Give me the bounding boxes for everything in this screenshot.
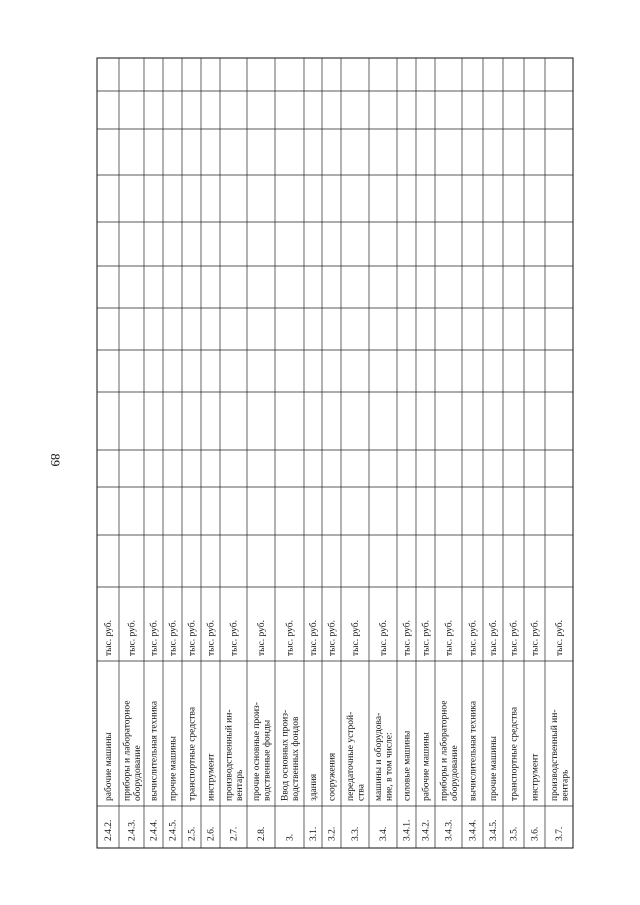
row-unit: тыс. руб. <box>489 620 500 656</box>
row-unit: тыс. руб. <box>379 620 390 656</box>
row-name: вычислительная техника <box>468 700 479 801</box>
table-frame <box>97 58 573 848</box>
row-name: вентарь <box>560 769 571 801</box>
row-number: 3.4.3. <box>444 819 455 841</box>
row-unit: тыс. руб. <box>168 620 179 656</box>
row-name: рабочие машины <box>421 732 432 801</box>
row-number: 2.7. <box>229 826 240 841</box>
row-number: 2.4.2. <box>104 819 115 841</box>
row-name: прочие машины <box>168 736 179 801</box>
row-unit: тыс. руб. <box>309 620 320 656</box>
row-number: 3.4.4. <box>468 819 479 841</box>
row-name: машины и оборудова- <box>373 712 384 801</box>
row-name: вычислительная техника <box>149 700 160 801</box>
row-name: оборудование <box>132 745 143 801</box>
row-unit: тыс. руб. <box>530 620 541 656</box>
row-unit: тыс. руб. <box>187 620 198 656</box>
row-unit: тыс. руб. <box>149 620 160 656</box>
row-unit: тыс. руб. <box>509 620 520 656</box>
row-name: производственный ин- <box>549 709 560 801</box>
page-number: 89 <box>48 453 63 467</box>
row-unit: тыс. руб. <box>402 620 413 656</box>
row-name: ние, в том числе: <box>384 732 395 801</box>
row-number: 2.4.3. <box>127 819 138 841</box>
row-name: транспортные средства <box>509 706 520 801</box>
row-number: 3.4. <box>379 826 390 841</box>
row-unit: тыс. руб. <box>104 620 115 656</box>
row-number: 2.6. <box>206 826 217 841</box>
row-name: приборы и лабораторное <box>439 700 450 801</box>
row-unit: тыс. руб. <box>327 620 338 656</box>
row-number: 3.3. <box>351 826 362 841</box>
row-name: инструмент <box>530 753 541 801</box>
row-unit: тыс. руб. <box>555 620 566 656</box>
row-number: 3.7. <box>555 826 566 841</box>
row-name: ства <box>356 784 367 801</box>
row-name: вентарь <box>234 769 245 801</box>
row-name: прочие основные произ- <box>251 702 262 801</box>
row-number: 2.5. <box>187 826 198 841</box>
row-number: 3.4.5. <box>489 819 500 841</box>
row-unit: тыс. руб. <box>257 620 268 656</box>
row-unit: тыс. руб. <box>421 620 432 656</box>
row-name: рабочие машины <box>104 732 115 801</box>
row-number: 3.6. <box>530 826 541 841</box>
row-unit: тыс. руб. <box>468 620 479 656</box>
row-number: 3.4.2. <box>421 819 432 841</box>
row-unit: тыс. руб. <box>444 620 455 656</box>
row-number: 3.5. <box>509 826 520 841</box>
row-name: Ввод основных произ- <box>280 709 291 801</box>
row-name: водственных фондов <box>290 716 301 801</box>
row-number: 3.4.1. <box>402 819 413 841</box>
row-unit: тыс. руб. <box>285 620 296 656</box>
row-unit: тыс. руб. <box>127 620 138 656</box>
row-number: 2.8. <box>257 826 268 841</box>
row-name: водственные фонды <box>262 719 273 801</box>
row-name: оборудование <box>449 745 460 801</box>
row-number: 2.4.4. <box>149 819 160 841</box>
row-number: 3.1. <box>309 826 320 841</box>
row-name: здания <box>309 773 320 801</box>
row-name: сооружения <box>327 752 338 801</box>
row-unit: тыс. руб. <box>351 620 362 656</box>
row-number: 2.4.5. <box>168 819 179 841</box>
row-number: 3. <box>285 833 296 841</box>
row-name: транспортные средства <box>187 706 198 801</box>
row-name: приборы и лабораторное <box>122 700 133 801</box>
row-unit: тыс. руб. <box>206 620 217 656</box>
row-name: передаточные устрой- <box>345 711 356 801</box>
row-number: 3.2. <box>327 826 338 841</box>
row-unit: тыс. руб. <box>229 620 240 656</box>
row-name: силовые машины <box>402 730 413 801</box>
row-name: прочие машины <box>489 736 500 801</box>
row-name: инструмент <box>206 753 217 801</box>
row-name: производственный ин- <box>224 709 235 801</box>
